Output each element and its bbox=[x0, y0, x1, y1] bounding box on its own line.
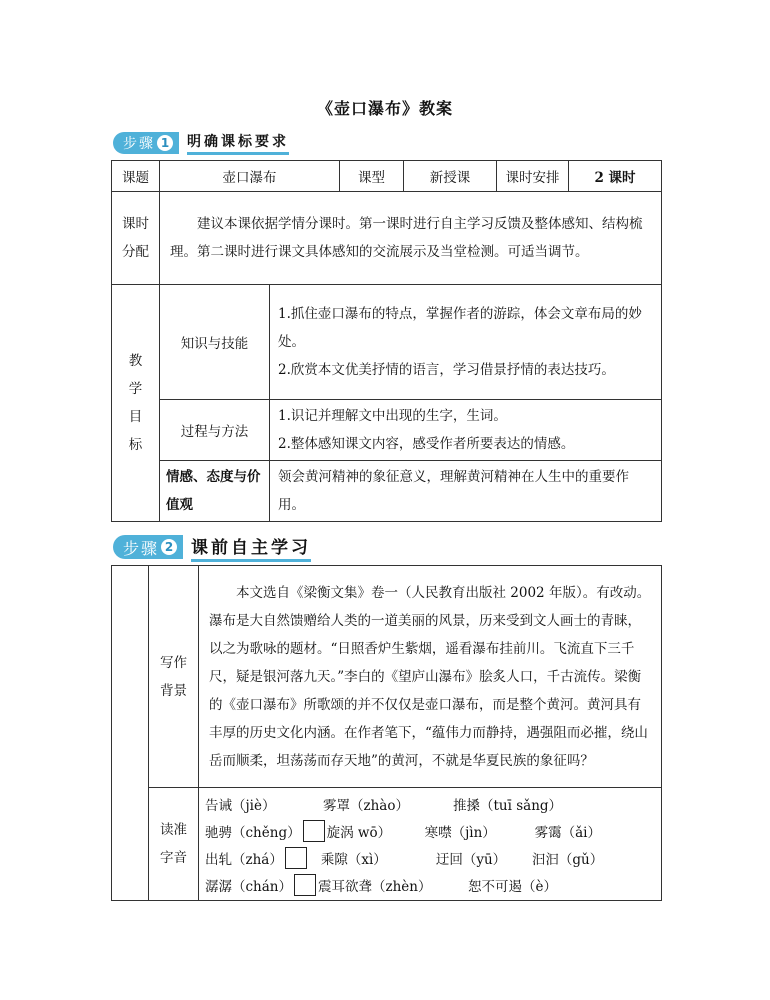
alloc-label: 课时分配 bbox=[112, 192, 160, 285]
pron-item: 雾罩（zhào） bbox=[323, 797, 409, 814]
goal2-item: 1.识记并理解文中出现的生字，生词。 bbox=[278, 408, 507, 424]
pronunciation-row bbox=[205, 817, 655, 844]
pron-item: 汩汩（gǔ） bbox=[531, 851, 604, 868]
pron-item: 出轧（zhá） bbox=[205, 851, 283, 868]
schedule-value: 2 课时 bbox=[569, 161, 662, 192]
self-study-table bbox=[111, 565, 662, 901]
goal2-content bbox=[270, 400, 662, 461]
margin-column bbox=[112, 566, 149, 901]
type-value: 新授课 bbox=[404, 161, 497, 192]
step1-prefix: 步骤 bbox=[123, 136, 155, 152]
pron-item: 寒噤（jìn） bbox=[424, 824, 496, 841]
pron-item: 乘隙（xì） bbox=[320, 851, 387, 868]
goal1-item: 2.欣赏本文优美抒情的语言，学习借景抒情的表达技巧。 bbox=[278, 362, 615, 378]
pron-item: 震耳欲聋（zhèn） bbox=[318, 878, 432, 895]
pronunciation-label: 读准字音 bbox=[149, 788, 199, 901]
pron-item: 迂回（yū） bbox=[435, 851, 507, 868]
curriculum-table bbox=[111, 160, 662, 522]
step2-header bbox=[113, 535, 311, 559]
pron-item: 告诫（jiè） bbox=[205, 797, 276, 814]
blank-box bbox=[294, 874, 316, 896]
pron-item: 推搡（tuī sǎng） bbox=[453, 797, 563, 814]
step2-pill bbox=[113, 535, 183, 559]
blank-box bbox=[303, 820, 325, 842]
page-title: 《壶口瀑布》教案 bbox=[316, 99, 453, 118]
step1-pill bbox=[113, 132, 179, 154]
pronunciation-row bbox=[205, 844, 655, 871]
topic-header: 课题 bbox=[112, 161, 160, 192]
alloc-text: 建议本课依据学情分课时。第一课时进行自主学习反馈及整体感知、结构梳理。第二课时进行课文具体感知的交流展示及当堂检测。可适当调节。 bbox=[160, 192, 662, 285]
pronunciation-content bbox=[199, 788, 662, 901]
goal3-content: 领会黄河精神的象征意义，理解黄河精神在人生中的重要作用。 bbox=[270, 461, 662, 522]
pronunciation-row bbox=[205, 790, 655, 817]
step2-number: 2 bbox=[161, 539, 177, 555]
pron-item: 恕不可遏（è） bbox=[468, 878, 557, 895]
pron-item: 潺潺（chán） bbox=[205, 878, 292, 895]
goal-label: 教学目标 bbox=[112, 285, 160, 522]
step2-prefix: 步骤 bbox=[123, 538, 160, 558]
goal1-label: 知识与技能 bbox=[160, 285, 270, 400]
pronunciation-row bbox=[205, 871, 655, 898]
background-label: 写作背景 bbox=[149, 566, 199, 788]
schedule-header: 课时安排 bbox=[497, 161, 569, 192]
background-text: 本文选自《梁衡文集》卷一（人民教育出版社 2002 年版）。有改动。瀑布是大自然馈赠给人类的一道美丽的风景，历来受到文人画士的青睐，以之为歌咏的题材。“日照香炉生紫烟，遥看瀑布挂前川。飞流直下三千尺，疑是银河落九天。”李白的《望庐山瀑布》脍炙人口，千古流传。梁衡的《壶口瀑布》所歌颂的并不仅仅是壶口瀑布，而是整个黄河。黄河具有丰厚的历史文化内涵。在作者笔下，“蕴伟力而静持，遇强阻而必摧，绕山岳而顺柔，坦荡荡而存天地”的黄河，不就是华夏民族的象征吗？ bbox=[199, 566, 662, 788]
goal2-label: 过程与方法 bbox=[160, 400, 270, 461]
blank-box bbox=[285, 847, 307, 869]
goal1-content bbox=[270, 285, 662, 400]
step1-number: 1 bbox=[157, 135, 173, 151]
topic-value: 壶口瀑布 bbox=[160, 161, 340, 192]
step1-header bbox=[113, 131, 289, 155]
step1-label: 明确课标要求 bbox=[187, 131, 289, 155]
pron-item: 旋涡 wō） bbox=[326, 824, 392, 841]
goal2-item: 2.整体感知课文内容，感受作者所要表达的情感。 bbox=[278, 436, 575, 452]
step2-label: 课前自主学习 bbox=[191, 533, 311, 562]
pron-item: 驰骋（chěng） bbox=[205, 824, 301, 841]
pron-item: 雾霭（ǎi） bbox=[534, 824, 601, 841]
goal3-label: 情感、态度与价值观 bbox=[160, 461, 270, 522]
goal1-item: 1.抓住壶口瀑布的特点，掌握作者的游踪，体会文章布局的妙处。 bbox=[278, 306, 642, 350]
type-header: 课型 bbox=[340, 161, 404, 192]
